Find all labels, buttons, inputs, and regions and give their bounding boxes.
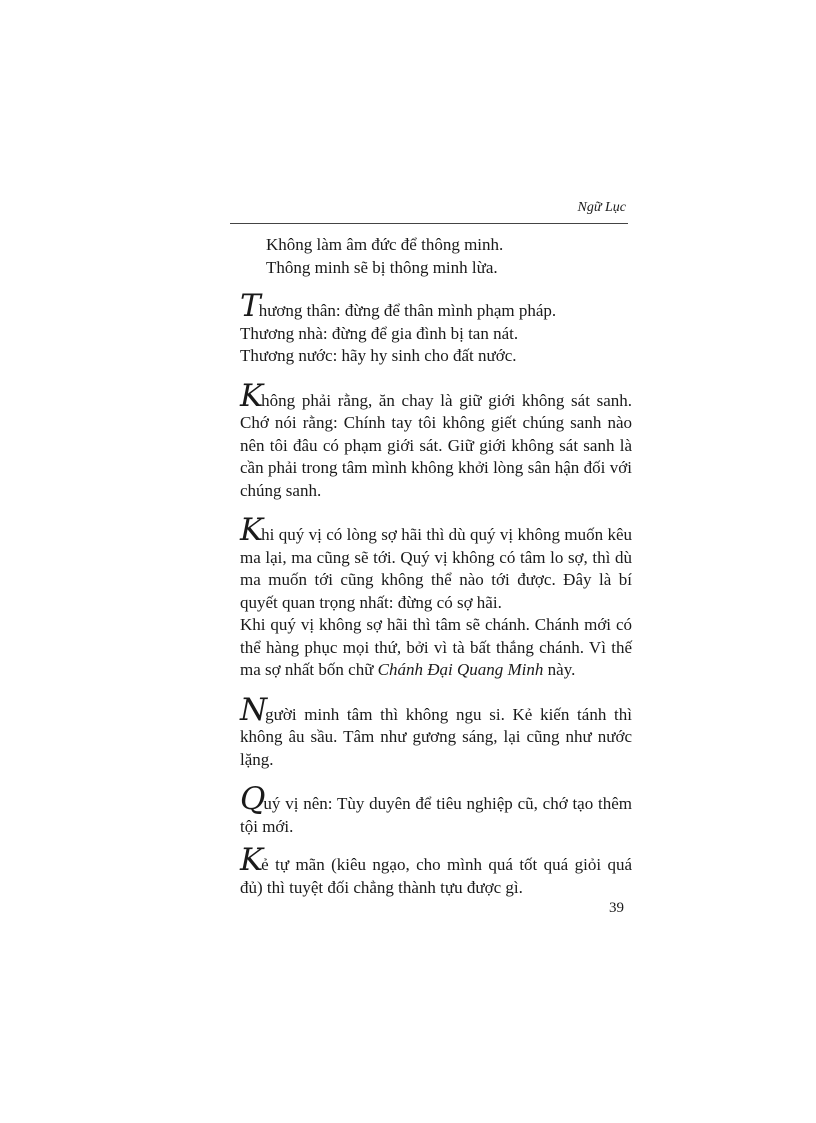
- section-so-hai: [240, 512, 632, 682]
- page-content: [240, 234, 632, 917]
- emphasis-text: Chánh Đại Quang Minh: [377, 660, 544, 679]
- paragraph: Quý vị nên: Tùy duyên để tiêu nghiệp cũ, chớ tạo thêm tội mới.: [240, 781, 632, 836]
- paragraph: Thương nước: hãy hy sinh cho đất nước.: [240, 346, 517, 365]
- dropcap: Q: [240, 781, 264, 817]
- dropcap: K: [240, 512, 262, 548]
- dropcap: N: [240, 691, 266, 728]
- dropcap: K: [240, 377, 262, 414]
- paragraph: Khi quý vị có lòng sợ hãi thì dù quý vị không muốn kêu ma lại, ma cũng sẽ tới. Quý vị không có tâm lo sợ, thì dù ma muốn tới cũng không thể nào tới được. Đây là bí quyết quan trọng nhất: đừng có sợ hãi.: [240, 512, 632, 612]
- dropcap: K: [240, 842, 262, 878]
- section-tuy-duyen: [240, 781, 632, 838]
- paragraph: Khi quý vị không sợ hãi thì tâm sẽ chánh. Chánh mới có thể hàng phục mọi thứ, bởi vì tà bất thắng chánh. Vì thế ma sợ nhất bốn chữ Chánh Đại Quang Minh này.: [240, 615, 632, 679]
- intro-verse: [240, 234, 632, 279]
- intro-line: Không làm âm đức để thông minh.: [266, 235, 504, 254]
- intro-line: Thông minh sẽ bị thông minh lừa.: [266, 257, 498, 277]
- running-header-title: Ngữ Lục: [577, 200, 626, 215]
- dropcap: T: [240, 288, 259, 324]
- section-tu-man: [240, 842, 632, 899]
- section-thuong: [240, 288, 632, 368]
- page-number: 39: [609, 900, 624, 916]
- paragraph: Thương thân: đừng để thân mình phạm pháp.: [240, 288, 557, 324]
- section-khong-sat-sanh: [240, 377, 632, 503]
- paragraph: Kẻ tự mãn (kiêu ngạo, cho mình quá tốt quá giỏi quá đủ) thì tuyệt đối chẳng thành tựu được gì.: [240, 842, 632, 897]
- paragraph: Thương nhà: đừng để gia đình bị tan nát.: [240, 323, 519, 343]
- section-minh-tam: [240, 691, 632, 772]
- header-divider: [230, 223, 628, 224]
- paragraph: Không phải rằng, ăn chay là giữ giới không sát sanh. Chớ nói rằng: Chính tay tôi không giết chúng sanh nào nên tôi đâu có phạm giới sát. Giữ giới không sát sanh là cần phải trong tâm mình không khởi lòng sân hận đối với chúng sanh.: [240, 377, 632, 500]
- paragraph: Người minh tâm thì không ngu si. Kẻ kiến tánh thì không âu sầu. Tâm như gương sáng, lại cũng như nước lặng.: [240, 691, 632, 769]
